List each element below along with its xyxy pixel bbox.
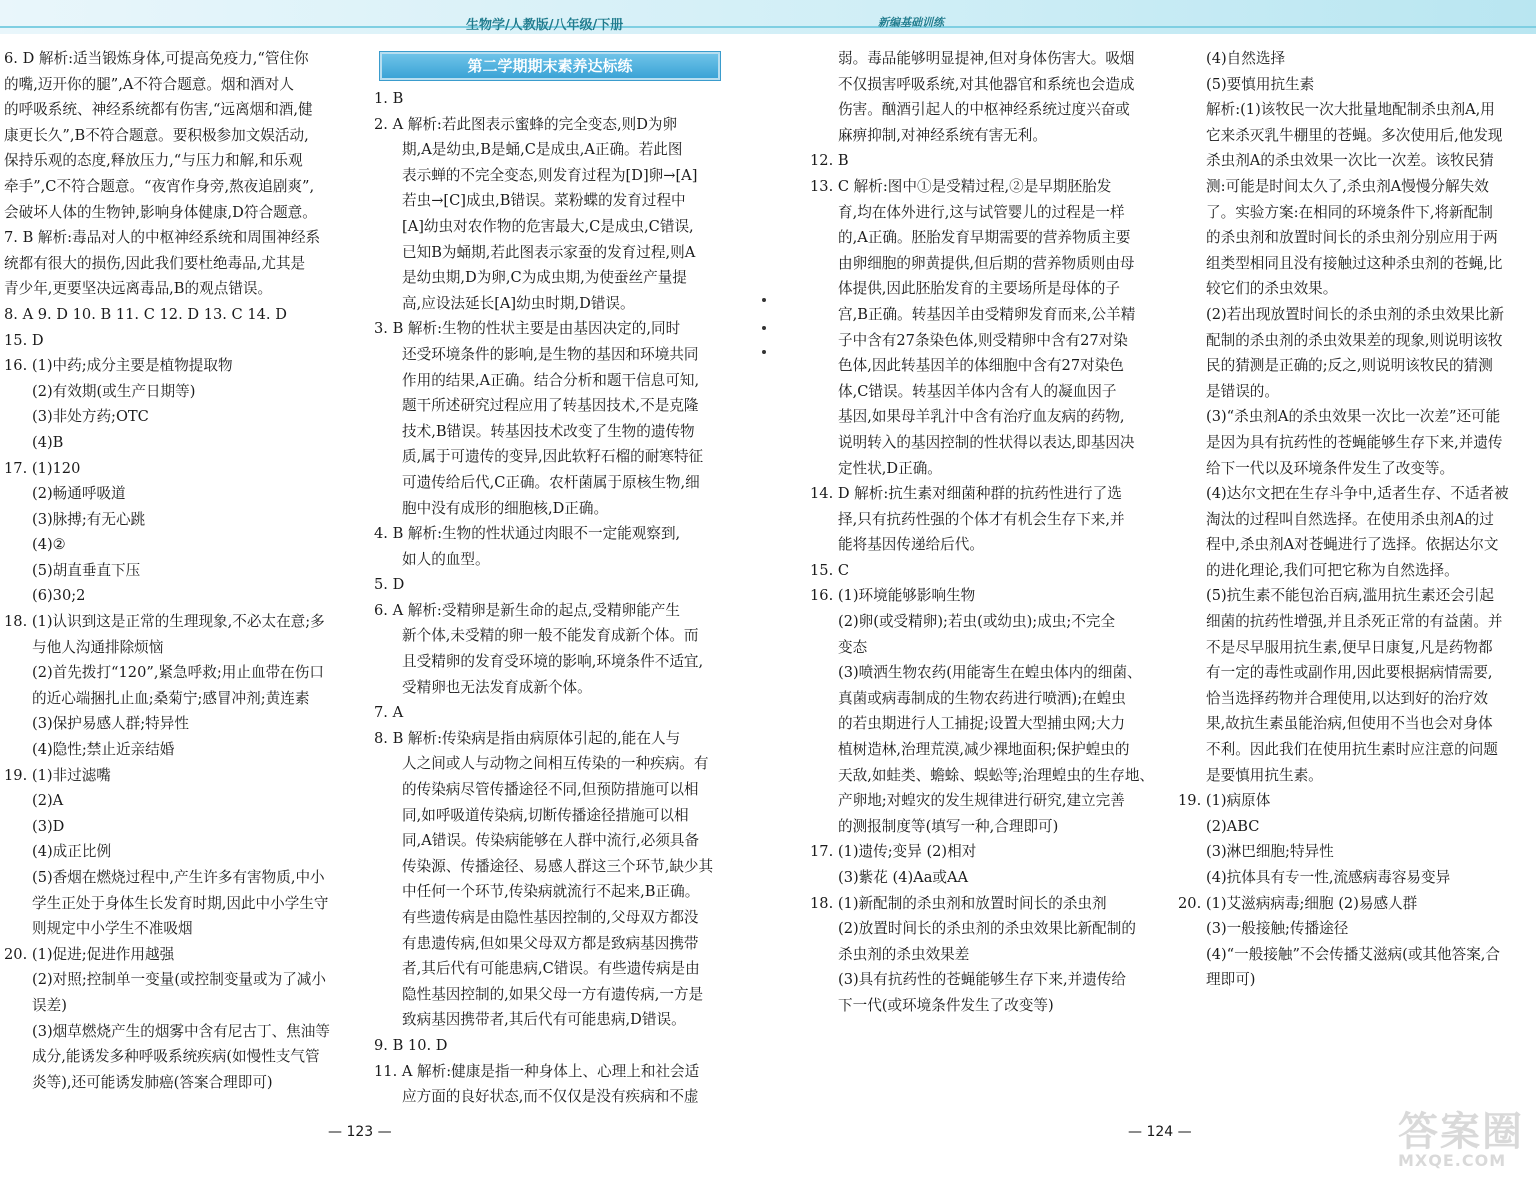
answer-line: 植树造林,治理荒漠,减少裸地面积;保护蝗虫的 — [838, 741, 1130, 759]
answer-line: 青少年,更要坚决远离毒品,B的观点错误。 — [4, 280, 273, 298]
answer-line: (3)一般接触;传播途径 — [1206, 920, 1349, 938]
page-header-band — [0, 0, 1536, 34]
answer-line: 15. C — [810, 561, 850, 579]
answer-line: 15. D — [4, 331, 44, 349]
answer-line: 宫,B正确。转基因羊由受精卵发育而来,公羊精 — [838, 305, 1136, 323]
answer-line: 作用的结果,A正确。结合分析和题干信息可知, — [402, 371, 700, 389]
answer-line: 理即可) — [1206, 971, 1256, 989]
answer-line: 的近心端捆扎止血;桑菊宁;感冒冲剂;黄连素 — [32, 689, 310, 707]
answer-line: (4)B — [32, 433, 64, 451]
answer-line: 会破坏人体的生物钟,影响身体健康,D符合题意。 — [4, 203, 317, 221]
answer-line: 较它们的杀虫效果。 — [1206, 280, 1338, 298]
answer-line: 变态 — [838, 638, 868, 656]
answer-line: 还受环境条件的影响,是生物的基因和环境共同 — [402, 345, 699, 363]
answer-line: 误差) — [32, 996, 67, 1014]
answer-line: 期,A是幼虫,B是蛹,C是成虫,A正确。若此图 — [402, 141, 683, 159]
answer-line: (4)隐性;禁止近亲结婚 — [32, 741, 175, 759]
answer-line: (3)D — [32, 817, 65, 835]
answer-line: 杀虫剂A的杀虫效果一次比一次差。该牧民猜 — [1206, 152, 1494, 170]
answer-line: (6)30;2 — [32, 587, 86, 605]
answer-line: 则规定中小学生不准吸烟 — [32, 920, 193, 938]
answer-line: 基因,如果母羊乳汁中含有治疗血友病的药物, — [838, 408, 1125, 426]
answer-line: (3)紫花 (4)Aa或AA — [838, 869, 969, 886]
answer-line: 20. (1)艾滋病病毒;细胞 (2)易感人群 — [1178, 894, 1418, 912]
answer-line: 的嘴,迈开你的腿”,A不符合题意。烟和酒对人 — [4, 75, 294, 93]
answer-line: 技术,B错误。转基因技术改变了生物的遗传物 — [402, 422, 695, 440]
answer-line: 保持乐观的态度,释放压力,“与压力和解,和乐观 — [4, 152, 303, 170]
answer-line: (3)保护易感人群;特异性 — [32, 715, 189, 733]
answer-line: 高,应设法延长[A]幼虫时期,D错误。 — [402, 294, 635, 312]
answer-line: 真菌或病毒制成的生物农药进行喷洒);在蝗虫 — [838, 689, 1126, 707]
series-name-header: 新编基础训练 — [878, 16, 944, 29]
answer-line: 民的猜测是正确的;反之,则说明该牧民的猜测 — [1206, 357, 1493, 375]
answer-line: 的杀虫剂和放置时间长的杀虫剂分别应用于两 — [1206, 229, 1498, 247]
answer-line: 不是尽早服用抗生素,便早日康复,凡是药物都 — [1206, 638, 1493, 656]
answer-line: 3. B 解析:生物的性状主要是由基因决定的,同时 — [374, 320, 681, 338]
answer-line: 的若虫期进行人工捕捉;设置大型捕虫网;大力 — [838, 715, 1126, 733]
answer-line: 传染源、传播途径、易感人群这三个环节,缺少其 — [402, 857, 714, 875]
answer-line: 子中含有27条染色体,则受精卵中含有27对染 — [838, 331, 1128, 349]
answer-line: 隐性基因控制的,如果父母一方有遗传病,一方是 — [402, 985, 704, 1003]
answer-line: (3)烟草燃烧产生的烟雾中含有尼古丁、焦油等 — [32, 1022, 330, 1040]
answer-line: 统都有很大的损伤,因此我们要杜绝毒品,尤其是 — [4, 254, 306, 272]
answer-line: 有患遗传病,但如果父母双方都是致病基因携带 — [402, 934, 699, 952]
answer-line: 弱。毒品能够明显提神,但对身体伤害大。吸烟 — [838, 50, 1135, 67]
answer-line: (3)喷洒生物农药(用能寄生在蝗虫体内的细菌、 — [838, 664, 1142, 682]
answer-line: (3)淋巴细胞;特异性 — [1206, 843, 1334, 861]
answer-line: 与他人沟通排除烦恼 — [32, 638, 164, 656]
answer-line: 17. (1)遗传;变异 (2)相对 — [810, 843, 977, 861]
answer-line: 杀虫剂的杀虫效果差 — [838, 945, 970, 963]
answer-line: 是错误的。 — [1206, 382, 1279, 400]
answer-line: (4)成正比例 — [32, 843, 112, 861]
answer-line: 质,属于可遗传的变异,因此软籽石榴的耐寒特征 — [402, 448, 704, 466]
answer-line: 应方面的良好状态,而不仅仅是没有疾病和不虚 — [402, 1088, 699, 1106]
answer-line: 11. A 解析:健康是指一种身体上、心理上和社会适 — [374, 1062, 700, 1080]
answer-line: 表示蝉的不完全变态,则发育过程为[D]卵→[A] — [402, 166, 698, 184]
answer-line: 16. (1)环境能够影响生物 — [810, 587, 976, 605]
answer-line: (4)“一般接触”不会传播艾滋病(或其他答案,合 — [1206, 945, 1501, 963]
answer-line: 的测报制度等(填写一种,合理即可) — [838, 817, 1059, 835]
answer-line: 不仅损害呼吸系统,对其他器官和系统也会造成 — [838, 75, 1135, 93]
answer-line: 者,其后代有可能患病,C错误。有些遗传病是由 — [402, 960, 700, 978]
watermark-text: 答案圈 — [1398, 1109, 1524, 1155]
answer-line: 组类型相同且没有接触过这种杀虫剂的苍蝇,比 — [1206, 254, 1503, 272]
answer-line: 是要慎用抗生素。 — [1206, 766, 1323, 784]
page-number-left: — 123 — — [328, 1124, 392, 1140]
answer-line: 了。实验方案:在相同的环境条件下,将新配制 — [1206, 203, 1493, 221]
answer-line: 康更长久”,B不符合题意。要积极参加文娱活动, — [4, 126, 309, 144]
answer-line: 19. (1)非过滤嘴 — [4, 766, 111, 784]
answer-line: 育,均在体外进行,这与试管婴儿的过程是一样 — [838, 203, 1125, 221]
answer-line: 20. (1)促进;促进作用越强 — [4, 945, 175, 963]
answer-line: 如人的血型。 — [402, 550, 490, 568]
answer-line: 是幼虫期,D为卵,C为成虫期,为使蚕丝产量提 — [402, 269, 687, 287]
answer-line: 8. B 解析:传染病是指由病原体引起的,能在人与 — [374, 729, 681, 747]
answer-line: 已知B为蛹期,若此图表示家蚕的发育过程,则A — [402, 243, 696, 261]
answer-line: 给下一代以及环境条件发生了改变等。 — [1206, 459, 1455, 477]
answer-line: 体,C错误。转基因羊体内含有人的凝血因子 — [838, 382, 1117, 400]
answer-line: (4)② — [32, 536, 66, 554]
answer-line: 牵手”,C不符合题意。“夜宵作身旁,熬夜追剧爽”, — [4, 177, 315, 195]
answer-line: (5)要慎用抗生素 — [1206, 75, 1315, 93]
answer-line: (2)放置时间长的杀虫剂的杀虫效果比新配制的 — [838, 920, 1136, 938]
answer-line: 中任何一个环节,传染病就流行不起来,B正确。 — [402, 883, 700, 901]
header-rule — [0, 26, 1536, 28]
answer-line: 6. A 解析:受精卵是新生命的起点,受精卵能产生 — [374, 601, 680, 619]
page-number-right: — 124 — — [1128, 1124, 1192, 1140]
answer-line: 14. D 解析:抗生素对细菌种群的抗药性进行了选 — [810, 485, 1122, 503]
answer-line: (2)对照;控制单一变量(或控制变量或为了减小 — [32, 971, 326, 989]
answer-line: (5)抗生素不能包治百病,滥用抗生素还会引起 — [1206, 587, 1495, 605]
answer-line: 可遗传给后代,C正确。农杆菌属于原核生物,细 — [402, 473, 700, 491]
answer-line: (3)具有抗药性的苍蝇能够生存下来,并遗传给 — [838, 971, 1127, 989]
answer-line: 它来杀灭乳牛棚里的苍蝇。多次使用后,他发现 — [1206, 126, 1503, 144]
answer-line: 人之间或人与动物之间相互传染的一种疾病。有 — [402, 755, 709, 773]
answer-line: 色体,因此转基因羊的体细胞中含有27对染色 — [838, 357, 1124, 375]
answer-line: 不利。因此我们在使用抗生素时应注意的问题 — [1206, 741, 1498, 759]
answer-line: 说明转入的基因控制的性状得以表达,即基因决 — [838, 433, 1135, 451]
answer-line: 产卵地;对蝗灾的发生规律进行研究,建立完善 — [838, 792, 1125, 810]
answer-line: 17. (1)120 — [4, 459, 81, 477]
answer-line: (2)卵(或受精卵);若虫(或幼虫);成虫;不完全 — [838, 613, 1116, 631]
answer-column-3 — [810, 46, 1160, 1019]
answer-line: (4)抗体具有专一性,流感病毒容易变异 — [1206, 869, 1451, 886]
answer-line: 定性状,D正确。 — [838, 459, 942, 477]
binding-dot — [762, 298, 766, 302]
answer-line: 且受精卵的发育受环境的影响,环境条件不适宜, — [402, 653, 704, 671]
answer-line: (2)首先拨打“120”,紧急呼救;用止血带在伤口 — [32, 664, 324, 682]
answer-line: (3)非处方药;OTC — [32, 408, 149, 426]
answer-column-4 — [1178, 46, 1532, 993]
section-title: 第二学期期末素养达标练 — [380, 52, 720, 80]
answer-line: 8. A 9. D 10. B 11. C 12. D 13. C 14. D — [4, 305, 287, 323]
answer-line: 解析:(1)该牧民一次大批量地配制杀虫剂A,用 — [1206, 101, 1495, 119]
answer-line: (2)ABC — [1206, 817, 1260, 835]
answer-line: 致病基因携带者,其后代有可能患病,D错误。 — [402, 1011, 686, 1029]
answer-line: 1. B — [374, 90, 404, 107]
answer-line: 题干所述研究过程应用了转基因技术,不是克隆 — [402, 397, 699, 415]
answer-line: 18. (1)新配制的杀虫剂和放置时间长的杀虫剂 — [810, 894, 1107, 912]
answer-line: 体提供,因此胚胎发育的主要场所是母体的子 — [838, 280, 1120, 298]
answer-line: 16. (1)中药;成分主要是植物提取物 — [4, 357, 233, 375]
answer-line: 能将基因传递给后代。 — [838, 536, 984, 554]
answer-line: 成分,能诱发多种呼吸系统疾病(如慢性支气管 — [32, 1048, 320, 1066]
binding-dot — [762, 350, 766, 354]
answer-line: 胞中没有成形的细胞核,D正确。 — [402, 499, 609, 517]
answer-line: 12. B — [810, 152, 849, 170]
answer-line: 7. B 解析:毒品对人的中枢神经系统和周围神经系 — [4, 229, 321, 247]
answer-line: 有一定的毒性或副作用,因此要根据病情需要, — [1206, 664, 1493, 682]
answer-column-1 — [4, 46, 356, 1095]
answer-line: 炎等),还可能诱发肺癌(答案合理即可) — [32, 1073, 273, 1091]
answer-line: 7. A — [374, 704, 404, 722]
answer-line: 有些遗传病是由隐性基因控制的,父母双方都没 — [402, 909, 699, 926]
answer-line: (2)有效期(或生产日期等) — [32, 382, 196, 400]
answer-line: 麻痹抑制,对神经系统有害无利。 — [838, 126, 1047, 144]
answer-line: 18. (1)认识到这是正常的生理现象,不必太在意;多 — [4, 613, 325, 631]
answer-line: 的呼吸系统、神经系统都有伤害,“远离烟和酒,健 — [4, 101, 313, 119]
answer-line: 程中,杀虫剂A对苍蝇进行了选择。依据达尔文 — [1206, 536, 1499, 554]
binding-dot — [762, 326, 766, 330]
answer-line: 下一代(或环境条件发生了改变等) — [838, 996, 1054, 1014]
answer-line: (4)自然选择 — [1206, 50, 1286, 67]
answer-line: 同,如呼吸道传染病,切断传播途径措施可以相 — [402, 806, 689, 824]
answer-line: 的传染病尽管传播途径不同,但预防措施可以相 — [402, 781, 699, 799]
answer-line: 4. B 解析:生物的性状通过肉眼不一定能观察到, — [374, 525, 681, 543]
answer-line: 19. (1)病原体 — [1178, 792, 1271, 810]
book-subject-header: 生物学/人教版/八年级/下册 — [466, 18, 624, 33]
answer-line: (5)胡直垂直下压 — [32, 561, 141, 579]
answer-line: 恰当选择药物并合理使用,以达到好的治疗效 — [1206, 689, 1488, 707]
answer-column-2-body — [374, 86, 726, 1110]
answer-column-2 — [374, 46, 726, 1110]
answer-line: 淘汰的过程叫自然选择。在使用杀虫剂A的过 — [1206, 510, 1494, 528]
answer-line: 若虫→[C]成虫,B错误。菜粉蝶的发育过程中 — [402, 192, 686, 210]
answer-line: 13. C 解析:图中①是受精过程,②是早期胚胎发 — [810, 177, 1112, 195]
answer-line: 2. A 解析:若此图表示蜜蜂的完全变态,则D为卵 — [374, 115, 678, 133]
watermark-logo — [1398, 1100, 1528, 1190]
answer-line: 是因为具有抗药性的苍蝇能够生存下来,并遗传 — [1206, 433, 1503, 451]
answer-line: 学生正处于身体生长发育时期,因此中小学生守 — [32, 894, 329, 912]
answer-line: (5)香烟在燃烧过程中,产生许多有害物质,中小 — [32, 869, 325, 886]
answer-line: 配制的杀虫剂的杀虫效果差的现象,则说明该牧 — [1206, 331, 1503, 349]
answer-line: 测:可能是时间太久了,杀虫剂A慢慢分解失效 — [1206, 177, 1489, 195]
answer-line: (2)畅通呼吸道 — [32, 485, 126, 503]
answer-line: 6. D 解析:适当锻炼身体,可提高免疫力,“管住你 — [4, 50, 309, 67]
answer-line: (4)达尔文把在生存斗争中,适者生存、不适者被 — [1206, 485, 1509, 503]
watermark-url: MXQE.COM — [1398, 1151, 1507, 1170]
answer-line: 的进化理论,我们可把它称为自然选择。 — [1206, 561, 1459, 579]
answer-line: (2)若出现放置时间长的杀虫剂的杀虫效果比新 — [1206, 305, 1504, 323]
answer-line: (3)“杀虫剂A的杀虫效果一次比一次差”还可能 — [1206, 408, 1501, 426]
answer-line: 果,故抗生素虽能治病,但使用不当也会对身体 — [1206, 715, 1493, 733]
answer-line: 细菌的抗药性增强,并且杀死正常的有益菌。并 — [1206, 613, 1503, 631]
answer-line: 受精卵也无法发育成新个体。 — [402, 678, 592, 696]
answer-line: (2)A — [32, 792, 64, 810]
answer-line: 5. D — [374, 576, 405, 594]
answer-line: 由卵细胞的卵黄提供,但后期的营养物质则由母 — [838, 254, 1135, 272]
answer-line: [A]幼虫对农作物的危害最大,C是成虫,C错误, — [402, 217, 694, 235]
answer-line: 天敌,如蛙类、蟾蜍、蜈蚣等;治理蝗虫的生存地、 — [838, 766, 1155, 784]
answer-line: 同,A错误。传染病能够在人群中流行,必须具备 — [402, 832, 700, 850]
answer-line: 的,A正确。胚胎发育早期需要的营养物质主要 — [838, 229, 1131, 247]
answer-line: 新个体,未受精的卵一般不能发育成新个体。而 — [402, 627, 699, 645]
answer-line: 9. B 10. D — [374, 1036, 448, 1054]
answer-line: 伤害。酗酒引起人的中枢神经系统过度兴奋或 — [838, 101, 1130, 119]
answer-line: 择,只有抗药性强的个体才有机会生存下来,并 — [838, 510, 1125, 528]
answer-line: (3)脉搏;有无心跳 — [32, 510, 146, 528]
